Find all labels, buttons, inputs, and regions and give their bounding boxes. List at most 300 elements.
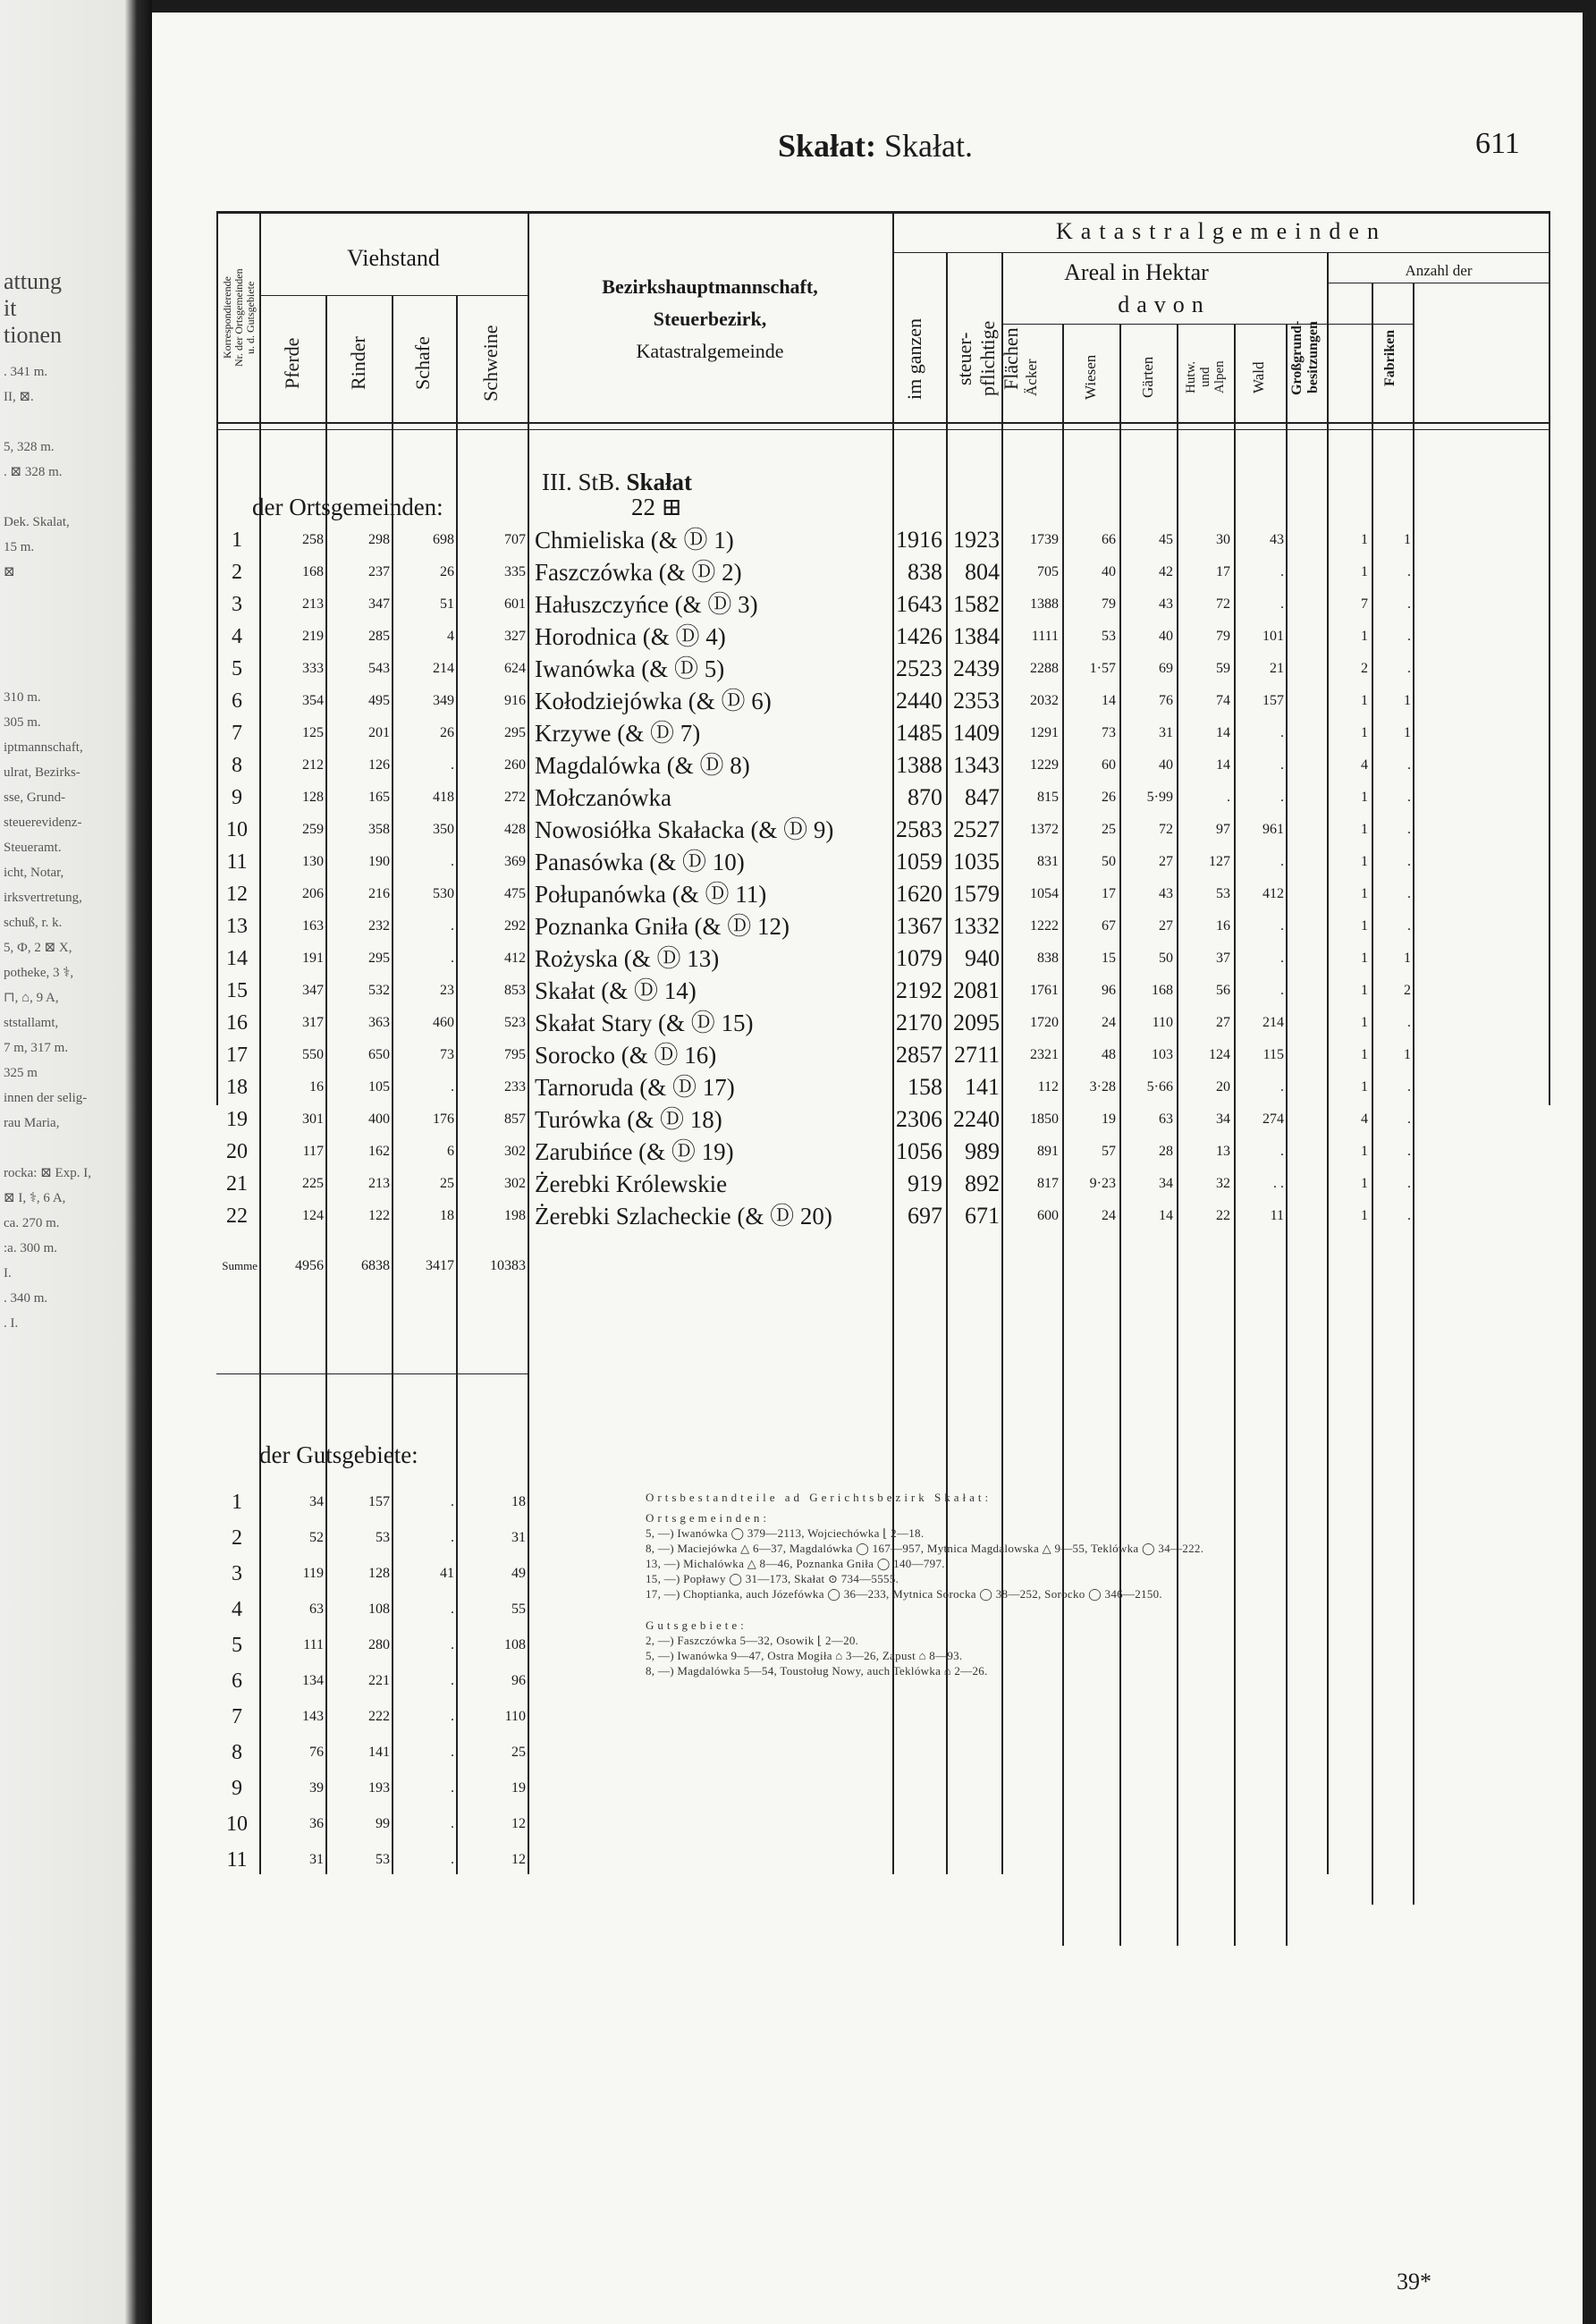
gemeinde-name: Nowosiółka Skałacka (& Ⓓ 9)	[535, 816, 834, 843]
cell-wiesen: 60	[1102, 757, 1116, 773]
row-number: 18	[226, 1076, 248, 1099]
cell-garten: 76	[1159, 693, 1173, 708]
cell-pf: 301	[302, 1111, 324, 1127]
cell-im-ganzen: 2857	[896, 1042, 942, 1068]
cell-wald: .	[1280, 790, 1284, 805]
guts-row-number: 8	[232, 1741, 242, 1764]
cell-grossgrund: 1	[1361, 854, 1368, 869]
cell-pf: 117	[302, 1144, 324, 1159]
cell-ri: 216	[368, 886, 390, 901]
header-pferde: Pferde	[281, 337, 303, 389]
cell-grossgrund: 1	[1361, 1144, 1368, 1159]
gemeinde-name: Połupanówka (& Ⓓ 11)	[535, 881, 767, 908]
cell-fabriken: .	[1407, 629, 1411, 644]
gemeinde-name: Turówka (& Ⓓ 18)	[535, 1106, 722, 1133]
cell-grossgrund: 1	[1361, 886, 1368, 901]
spine-text-line: . 341 m.	[4, 365, 48, 379]
cell-sc: .	[451, 1079, 454, 1094]
cell-acker: 2288	[1030, 661, 1059, 676]
spine-text-line: innen der selig-	[4, 1091, 88, 1105]
signature-mark: 39*	[1397, 2269, 1431, 2294]
cell-sw: 916	[504, 693, 526, 708]
cell-sw: 260	[504, 757, 526, 773]
spine-text-line: 325 m	[4, 1066, 38, 1080]
cell-wald: . .	[1273, 1176, 1284, 1191]
cell-garten: 40	[1159, 629, 1173, 644]
header-viehstand: Viehstand	[347, 245, 440, 271]
spine-text-line: . I.	[4, 1316, 19, 1331]
cell-garten: 42	[1159, 564, 1173, 579]
cell-steuerpflichtig: 2081	[953, 977, 1000, 1003]
cell-sw: 853	[504, 983, 526, 998]
notes-title-3: Gutsgebiete:	[646, 1618, 747, 1632]
cell-sc: 18	[440, 1208, 454, 1223]
cell-steuerpflichtig: 1582	[953, 591, 1000, 617]
row-number: 2	[232, 561, 242, 584]
cell-garten: 5·66	[1146, 1079, 1173, 1094]
cell-sw: 302	[504, 1176, 526, 1191]
cell-acker: 1720	[1030, 1015, 1059, 1030]
cell-acker: 600	[1037, 1208, 1059, 1223]
header-garten: Gärten	[1139, 356, 1156, 399]
cell-sw: 302	[504, 1144, 526, 1159]
cell-im-ganzen: 1367	[896, 913, 942, 939]
cell-acker: 1388	[1030, 596, 1059, 612]
notes-block	[646, 1490, 1203, 1678]
cell-im-ganzen: 1620	[896, 881, 942, 907]
guts-cell-sc: .	[451, 1601, 454, 1617]
cell-pf: 16	[309, 1079, 324, 1094]
cell-steuerpflichtig: 1343	[953, 752, 1000, 778]
cell-im-ganzen: 2583	[896, 816, 942, 842]
cell-sc: 26	[440, 725, 454, 740]
cell-sw: 292	[504, 918, 526, 934]
cell-ri: 532	[368, 983, 390, 998]
guts-row-number: 7	[232, 1705, 242, 1728]
cell-steuerpflichtig: 2353	[953, 688, 1000, 714]
spine-text-line: icht, Notar,	[4, 866, 64, 880]
row-number: 13	[226, 915, 248, 938]
cell-fabriken: .	[1407, 1111, 1411, 1127]
header-bezirk-3: Katastralgemeinde	[636, 340, 784, 362]
spine-text-line: 305 m.	[4, 715, 41, 730]
cell-hutweiden: 22	[1216, 1208, 1230, 1223]
guts-row-number: 2	[232, 1526, 242, 1550]
cell-acker: 112	[1037, 1079, 1059, 1094]
cell-steuerpflichtig: 2527	[953, 816, 1000, 842]
guts-cell-ri: 128	[368, 1566, 390, 1581]
cell-ri: 105	[368, 1079, 390, 1094]
spine-text-line: ⊠ I, ⚕, 6 A,	[4, 1191, 66, 1205]
cell-grossgrund: 1	[1361, 951, 1368, 966]
cell-pf: 163	[302, 918, 324, 934]
guts-row-number: 9	[232, 1777, 242, 1800]
cell-hutweiden: 27	[1216, 1015, 1230, 1030]
cell-pf: 219	[302, 629, 324, 644]
cell-ri: 237	[368, 564, 390, 579]
cell-wald: .	[1280, 854, 1284, 869]
cell-garten: 110	[1152, 1015, 1173, 1030]
cell-steuerpflichtig: 1923	[953, 527, 1000, 553]
cell-garten: 43	[1159, 886, 1173, 901]
header-steuer: steuer- pflichtige Flächen	[953, 320, 1022, 397]
cell-grossgrund: 1	[1361, 629, 1368, 644]
guts-row-number: 6	[232, 1669, 242, 1693]
cell-sc: 350	[433, 822, 454, 837]
cell-wald: 101	[1262, 629, 1284, 644]
guts-cell-sw: 19	[511, 1780, 526, 1796]
header-rinder: Rinder	[347, 336, 369, 390]
cell-ri: 122	[368, 1208, 390, 1223]
cell-acker: 1222	[1030, 918, 1059, 934]
cell-grossgrund: 1	[1361, 693, 1368, 708]
cell-wald: 157	[1262, 693, 1284, 708]
cell-fabriken: .	[1407, 854, 1411, 869]
guts-cell-pf: 76	[309, 1745, 324, 1760]
cell-grossgrund: 1	[1361, 1176, 1368, 1191]
cell-steuerpflichtig: 2095	[953, 1010, 1000, 1035]
spine-text-line: schuß, r. k.	[4, 916, 63, 930]
cell-wald: 11	[1270, 1208, 1284, 1223]
cell-ri: 162	[368, 1144, 390, 1159]
spine-text-line: irksvertretung,	[4, 891, 82, 905]
guts-cell-ri: 141	[368, 1745, 390, 1760]
cell-steuerpflichtig: 2439	[953, 655, 1000, 681]
cell-grossgrund: 7	[1361, 596, 1368, 612]
cell-garten: 28	[1159, 1144, 1173, 1159]
cell-sc: 698	[433, 532, 454, 547]
cell-garten: 50	[1159, 951, 1173, 966]
guts-row-number: 5	[232, 1634, 242, 1657]
cell-wald: 274	[1262, 1111, 1284, 1127]
cell-ri: 213	[368, 1176, 390, 1191]
summe-label: Summe	[222, 1259, 258, 1272]
cell-ri: 543	[368, 661, 390, 676]
spine-text-line: I.	[4, 1266, 12, 1280]
header-schweine: Schweine	[479, 325, 502, 401]
header-im-ganzen: im ganzen	[903, 317, 925, 400]
cell-im-ganzen: 158	[908, 1074, 942, 1100]
header-katastral: Katastralgemeinden	[1056, 218, 1387, 244]
spine-text-line: attung	[4, 268, 62, 294]
cell-sc: 214	[433, 661, 454, 676]
cell-pf: 191	[302, 951, 324, 966]
cell-hutweiden: 56	[1216, 983, 1230, 998]
spine-text-line: 5, 328 m.	[4, 440, 55, 454]
guts-cell-sw: 96	[511, 1673, 526, 1688]
cell-im-ganzen: 1643	[896, 591, 942, 617]
cell-grossgrund: 1	[1361, 822, 1368, 837]
cell-fabriken: .	[1407, 596, 1411, 612]
cell-wald: 214	[1262, 1015, 1284, 1030]
note-line: 8, —) Maciejówka △ 6—37, Magdalówka ◯ 167—957, Mytnica Magdalowska △ 9—55, Teklówka ◯ 34—222.	[646, 1542, 1204, 1555]
cell-steuerpflichtig: 1409	[953, 720, 1000, 746]
header-hutw: Hutw. und Alpen	[1184, 360, 1227, 394]
cell-sc: .	[451, 918, 454, 934]
note-line: 2, —) Faszczówka 5—32, Osowik ⌊ 2—20.	[646, 1634, 859, 1647]
cell-hutweiden: .	[1227, 790, 1230, 805]
spine-text-line: ⊓, ⌂, 9 A,	[4, 991, 59, 1005]
row-number: 8	[232, 754, 242, 777]
header-schafe: Schafe	[411, 336, 434, 390]
row-number: 4	[232, 625, 242, 648]
spine-text-line: iptmannschaft,	[4, 740, 83, 755]
guts-cell-ri: 280	[368, 1637, 390, 1652]
adjacent-page-spine	[0, 0, 152, 2324]
cell-pf: 130	[302, 854, 324, 869]
gemeinde-name: Sorocko (& Ⓓ 16)	[535, 1042, 717, 1069]
cell-pf: 206	[302, 886, 324, 901]
cell-im-ganzen: 697	[908, 1203, 942, 1229]
cell-grossgrund: 4	[1361, 1111, 1368, 1127]
gemeinde-name: Rożyska (& Ⓓ 13)	[535, 945, 720, 972]
cell-ri: 285	[368, 629, 390, 644]
running-head	[778, 127, 973, 165]
gemeinde-name: Faszczówka (& Ⓓ 2)	[535, 559, 742, 586]
cell-garten: 103	[1152, 1047, 1173, 1062]
cell-im-ganzen: 2523	[896, 655, 942, 681]
cell-steuerpflichtig: 141	[965, 1074, 1000, 1100]
cell-fabriken: 1	[1404, 951, 1411, 966]
guts-cell-pf: 31	[309, 1852, 324, 1867]
cell-hutweiden: 97	[1216, 822, 1230, 837]
gemeinde-name: Zarubińce (& Ⓓ 19)	[535, 1138, 734, 1165]
row-number: 7	[232, 722, 242, 745]
summe-sw: 10383	[490, 1258, 526, 1273]
cell-pf: 212	[302, 757, 324, 773]
cell-steuerpflichtig: 2240	[953, 1106, 1000, 1132]
cell-grossgrund: 1	[1361, 532, 1368, 547]
guts-row-number: 3	[232, 1562, 242, 1585]
cell-acker: 1850	[1030, 1111, 1059, 1127]
cell-pf: 213	[302, 596, 324, 612]
cell-pf: 317	[302, 1015, 324, 1030]
row-number: 14	[226, 947, 248, 970]
cell-grossgrund: 1	[1361, 564, 1368, 579]
spine-text-line: sse, Grund-	[4, 790, 66, 805]
guts-cell-sc: .	[451, 1745, 454, 1760]
cell-acker: 838	[1037, 951, 1059, 966]
gemeinde-name: Mołczanówka	[535, 784, 671, 811]
cell-sw: 272	[504, 790, 526, 805]
cell-acker: 2321	[1030, 1047, 1059, 1062]
spine-text-line: rau Maria,	[4, 1116, 60, 1130]
header-fabriken: Fabriken	[1382, 329, 1398, 386]
guts-cell-sc: .	[451, 1530, 454, 1545]
guts-cell-pf: 36	[309, 1816, 324, 1831]
statistics-table	[216, 211, 1550, 1874]
cell-ri: 295	[368, 951, 390, 966]
cell-wiesen: 24	[1102, 1208, 1116, 1223]
cell-im-ganzen: 919	[908, 1170, 942, 1196]
cell-wald: .	[1280, 918, 1284, 934]
spine-text-line: 15 m.	[4, 540, 35, 554]
cell-grossgrund: 1	[1361, 725, 1368, 740]
cell-fabriken: 1	[1404, 725, 1411, 740]
cell-hutweiden: 124	[1209, 1047, 1230, 1062]
cell-ri: 650	[368, 1047, 390, 1062]
cell-fabriken: 2	[1404, 983, 1411, 998]
row-number: 15	[226, 979, 248, 1002]
guts-cell-sw: 110	[504, 1709, 526, 1724]
guts-row-number: 1	[232, 1491, 242, 1514]
cell-sc: .	[451, 854, 454, 869]
cell-hutweiden: 53	[1216, 886, 1230, 901]
cell-wiesen: 79	[1102, 596, 1116, 612]
cell-grossgrund: 1	[1361, 983, 1368, 998]
cell-steuerpflichtig: 892	[965, 1170, 1000, 1196]
row-number: 16	[226, 1011, 248, 1035]
cell-hutweiden: 14	[1216, 725, 1230, 740]
cell-fabriken: .	[1407, 886, 1411, 901]
spine-text-line: rocka: ⊠ Exp. I,	[4, 1166, 91, 1180]
cell-wald: .	[1280, 757, 1284, 773]
cell-pf: 354	[302, 693, 324, 708]
note-line: 5, —) Iwanówka 9—47, Ostra Mogiła ⌂ 3—26, Zapust ⌂ 8—93.	[646, 1649, 963, 1662]
row-number: 5	[232, 657, 242, 680]
spine-text-line: it	[4, 295, 17, 321]
header-wiesen: Wiesen	[1082, 354, 1099, 401]
cell-wiesen: 9·23	[1089, 1176, 1116, 1191]
cell-garten: 69	[1159, 661, 1173, 676]
row-number: 1	[232, 528, 242, 552]
cell-pf: 168	[302, 564, 324, 579]
cell-garten: 14	[1159, 1208, 1173, 1223]
cell-acker: 1054	[1030, 886, 1059, 901]
cell-fabriken: 1	[1404, 532, 1411, 547]
cell-wiesen: 48	[1102, 1047, 1116, 1062]
gemeinde-name: Chmieliska (& Ⓓ 1)	[535, 527, 734, 554]
row-number: 11	[226, 850, 248, 874]
cell-wiesen: 66	[1102, 532, 1116, 547]
guts-cell-ri: 193	[368, 1780, 390, 1796]
cell-hutweiden: 127	[1209, 854, 1230, 869]
cell-garten: 43	[1159, 596, 1173, 612]
row-number: 21	[226, 1172, 248, 1196]
guts-cell-sw: 18	[511, 1494, 526, 1509]
gemeinde-name: Skałat (& Ⓓ 14)	[535, 977, 697, 1004]
row-number: 12	[226, 883, 248, 906]
cell-wiesen: 3·28	[1089, 1079, 1116, 1094]
cell-pf: 333	[302, 661, 324, 676]
gemeinde-name: Krzywe (& Ⓓ 7)	[535, 720, 701, 747]
cell-wald: .	[1280, 1144, 1284, 1159]
spine-text-line: Steueramt.	[4, 841, 62, 855]
cell-sw: 327	[504, 629, 526, 644]
guts-cell-sc: 41	[440, 1566, 454, 1581]
spine-text-line: 310 m.	[4, 690, 41, 705]
cell-sc: 51	[440, 596, 454, 612]
cell-sc: 460	[433, 1015, 454, 1030]
guts-cell-sw: 31	[511, 1530, 526, 1545]
cell-sw: 475	[504, 886, 526, 901]
cell-ri: 201	[368, 725, 390, 740]
cell-fabriken: .	[1407, 1176, 1411, 1191]
header-areal: Areal in Hektar	[1064, 259, 1209, 285]
cell-acker: 1291	[1030, 725, 1059, 740]
notes-guts-lines	[646, 1633, 1203, 1678]
spine-text-line: :a. 300 m.	[4, 1241, 57, 1255]
cell-sw: 412	[504, 951, 526, 966]
cell-ri: 165	[368, 790, 390, 805]
cell-ri: 190	[368, 854, 390, 869]
guts-cell-ri: 221	[368, 1673, 390, 1688]
cell-wiesen: 26	[1102, 790, 1116, 805]
gemeinde-name: Tarnoruda (& Ⓓ 17)	[535, 1074, 735, 1101]
cell-steuerpflichtig: 989	[965, 1138, 1000, 1164]
cell-im-ganzen: 1059	[896, 849, 942, 875]
cell-sc: 530	[433, 886, 454, 901]
row-number: 3	[232, 593, 242, 616]
guts-cell-pf: 34	[309, 1494, 324, 1509]
gemeinde-name: Skałat Stary (& Ⓓ 15)	[535, 1010, 754, 1036]
cell-wald: 21	[1270, 661, 1284, 676]
guts-row-number: 11	[226, 1848, 248, 1872]
section-gutsgebiete: der Gutsgebiete:	[259, 1441, 418, 1468]
cell-im-ganzen: 870	[908, 784, 942, 810]
cell-wiesen: 53	[1102, 629, 1116, 644]
cell-fabriken: 1	[1404, 693, 1411, 708]
cell-garten: 31	[1159, 725, 1173, 740]
cell-grossgrund: 4	[1361, 757, 1368, 773]
cell-acker: 1229	[1030, 757, 1059, 773]
note-line: 5, —) Iwanówka ◯ 379—2113, Wojciechówka ⌊ 2—18.	[646, 1526, 925, 1540]
cell-steuerpflichtig: 671	[965, 1203, 1000, 1229]
cell-wald: .	[1280, 983, 1284, 998]
spine-text-line: . ⊠ 328 m.	[4, 465, 63, 479]
cell-sw: 601	[504, 596, 526, 612]
cell-acker: 831	[1037, 854, 1059, 869]
cell-hutweiden: 14	[1216, 757, 1230, 773]
guts-cell-sc: .	[451, 1637, 454, 1652]
guts-row-number: 10	[226, 1813, 248, 1836]
cell-im-ganzen: 1485	[896, 720, 942, 746]
cell-im-ganzen: 2170	[896, 1010, 942, 1035]
spine-text-line: 5, Ф, 2 ⊠ X,	[4, 941, 72, 955]
cell-wiesen: 14	[1102, 693, 1116, 708]
guts-cell-pf: 119	[302, 1566, 324, 1581]
guts-cell-sc: .	[451, 1816, 454, 1831]
gemeinde-name: Iwanówka (& Ⓓ 5)	[535, 655, 725, 682]
cell-sc: 6	[447, 1144, 454, 1159]
header-gross: Großgrund- besitzungen	[1289, 320, 1321, 395]
notes-orts-lines	[646, 1525, 1203, 1601]
district-label: III. StB. Skałat	[542, 469, 693, 495]
row-number: 17	[226, 1044, 248, 1067]
cell-sw: 295	[504, 725, 526, 740]
cell-wald: .	[1280, 725, 1284, 740]
spine-text-line: ca. 270 m.	[4, 1216, 60, 1230]
cell-garten: 27	[1159, 854, 1173, 869]
cell-hutweiden: 34	[1216, 1111, 1230, 1127]
spine-text-line: Dek. Skalat,	[4, 515, 70, 529]
guts-cell-sc: .	[451, 1709, 454, 1724]
header-wald: Wald	[1250, 361, 1267, 393]
cell-wiesen: 67	[1102, 918, 1116, 934]
running-head-bold: Skałat:	[778, 128, 877, 164]
cell-garten: 168	[1152, 983, 1173, 998]
guts-cell-sw: 12	[511, 1816, 526, 1831]
guts-cell-sw: 55	[511, 1601, 526, 1617]
cell-grossgrund: 1	[1361, 1015, 1368, 1030]
cell-pf: 347	[302, 983, 324, 998]
cell-im-ganzen: 1426	[896, 623, 942, 649]
guts-cell-pf: 52	[309, 1530, 324, 1545]
guts-cell-pf: 63	[309, 1601, 324, 1617]
cell-hutweiden: 37	[1216, 951, 1230, 966]
cell-wald: 43	[1270, 532, 1284, 547]
cell-steuerpflichtig: 2711	[953, 1042, 1000, 1068]
